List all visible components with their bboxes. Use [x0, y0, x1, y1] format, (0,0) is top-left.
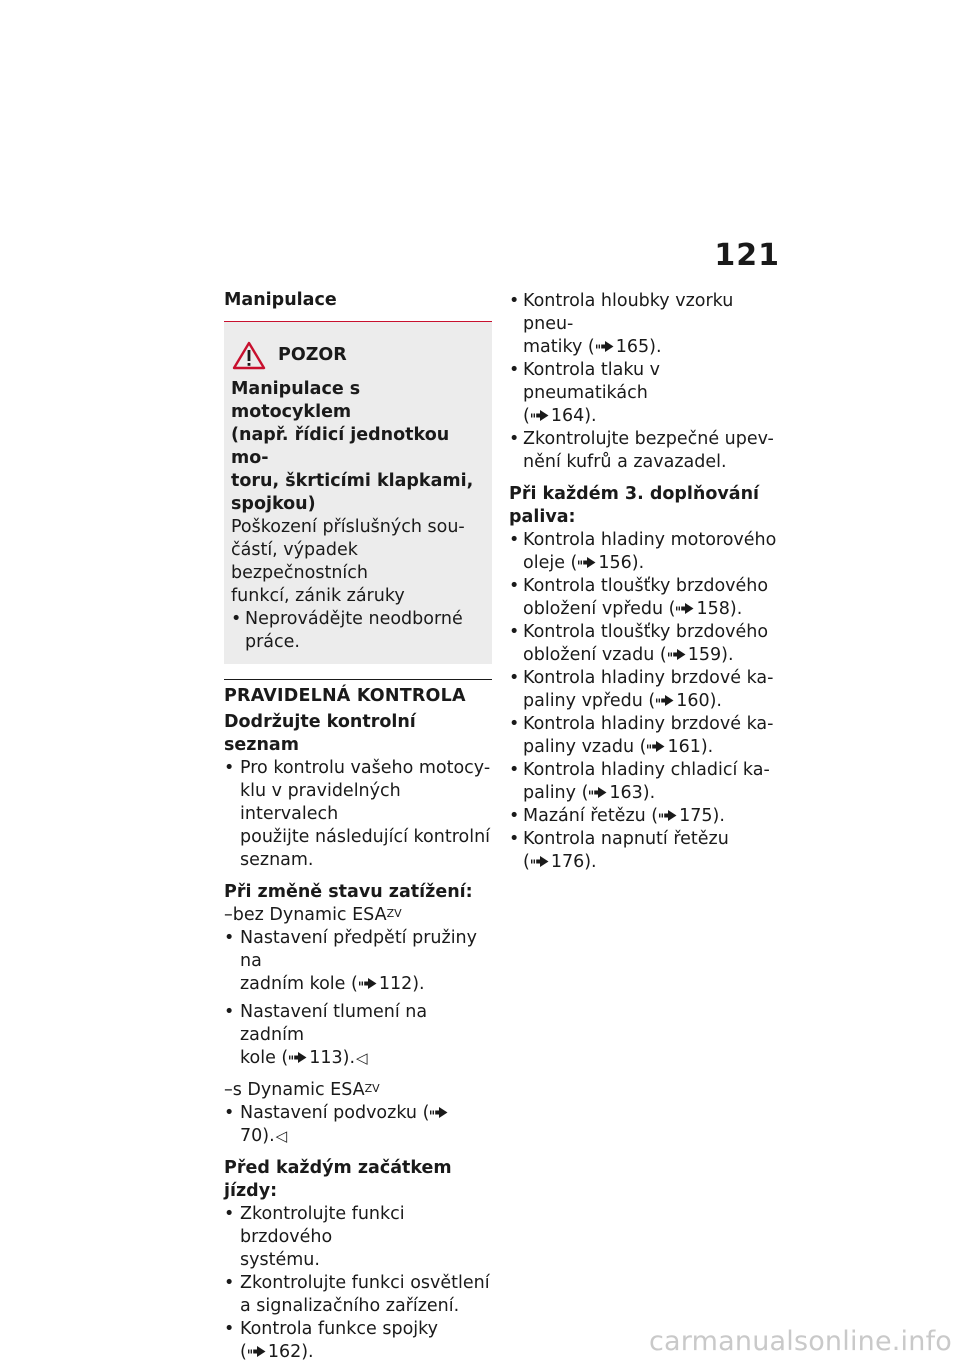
checklist-intro	[224, 757, 492, 872]
list-item-text: Mazání řetězu (	[523, 806, 659, 826]
with-esa-label	[224, 1079, 492, 1102]
list-item	[224, 1318, 492, 1364]
page-reference-arrow-icon[interactable]	[589, 787, 607, 798]
list-item-line	[523, 428, 779, 451]
list-item-text: Kontrola hladiny chladicí ka-	[523, 760, 770, 780]
list-item-line	[240, 1341, 492, 1364]
right-column	[509, 290, 779, 874]
list-item-line	[523, 805, 779, 828]
watermark: carmanualsonline.info	[649, 1326, 952, 1357]
list-item	[509, 575, 779, 621]
without-esa-text: –bez Dynamic ESA	[224, 905, 387, 925]
page-reference[interactable]: 113).	[309, 1048, 356, 1068]
page-reference[interactable]: 160).	[676, 691, 722, 711]
list-item-text: Kontrola hloubky vzorku pneu-	[523, 291, 734, 334]
list-item-line	[523, 552, 779, 575]
refuel-title-line: paliva:	[509, 507, 576, 527]
list-item-text: (	[523, 852, 530, 872]
list-item	[509, 667, 779, 713]
list-item-text: paliny vzadu (	[523, 737, 647, 757]
list-item-line	[523, 782, 779, 805]
list-item-line	[523, 713, 779, 736]
warning-actions	[231, 608, 485, 654]
list-item	[509, 759, 779, 805]
list-item-text: nění kufrů a zavazadel.	[523, 452, 727, 472]
list-item	[224, 1001, 492, 1070]
checklist-title: Dodržujte kontrolní seznam	[224, 712, 416, 755]
list-item-line	[240, 1102, 492, 1148]
list-item	[224, 757, 492, 872]
page-reference[interactable]: 176).	[550, 852, 597, 872]
list-item-text: kole (	[240, 1048, 289, 1068]
list-item-text: paliny (	[523, 783, 589, 803]
list-item-line	[523, 451, 779, 474]
warning-box	[224, 322, 492, 664]
warning-heading-line: spojkou)	[231, 494, 316, 514]
warning-consequence-line: částí, výpadek bezpečnostních	[231, 540, 369, 583]
list-item-text: (	[240, 1342, 247, 1362]
list-item-line: • Zkontrolujte funkci osvětlení	[240, 1273, 490, 1293]
list-item-text: Kontrola hladiny brzdové ka-	[523, 714, 774, 734]
list-item	[509, 713, 779, 759]
page-reference-arrow-icon[interactable]	[531, 410, 549, 421]
list-item-line	[523, 336, 779, 359]
list-item-line	[523, 690, 779, 713]
list-item	[509, 359, 779, 428]
page-reference[interactable]: 158).	[696, 599, 743, 619]
with-esa-sup: ZV	[364, 1082, 380, 1095]
page-reference-arrow-icon[interactable]	[359, 978, 377, 989]
list-item-line	[523, 359, 779, 405]
list-item	[224, 1272, 492, 1318]
list-item-line	[523, 828, 779, 851]
warning-label: POZOR	[278, 345, 347, 365]
without-esa-list	[224, 927, 492, 996]
warning-consequence-line: Poškození příslušných sou-	[231, 517, 465, 537]
page-reference[interactable]: 175).	[679, 806, 725, 826]
list-item-text: zadním kole (	[240, 974, 358, 994]
chapter-title: PRAVIDELNÁ KONTROLA	[224, 686, 466, 706]
list-item-line	[523, 405, 779, 428]
page-reference-arrow-icon[interactable]	[578, 557, 596, 568]
chapter-divider	[224, 679, 492, 706]
warning-header	[231, 340, 485, 370]
list-item-line	[523, 529, 779, 552]
list-item-text: Kontrola tloušťky brzdového	[523, 576, 769, 596]
page-reference[interactable]: 112).	[378, 974, 425, 994]
page-number: 121	[714, 238, 780, 273]
warning-heading-line: Manipulace s motocyklem	[231, 379, 361, 422]
refuel-title	[509, 483, 779, 529]
damping-list	[224, 1001, 492, 1070]
list-item-line: • Pro kontrolu vašeho motocy-	[240, 758, 491, 778]
list-item-line	[523, 759, 779, 782]
before-ride-list	[224, 1203, 492, 1364]
warning-consequence-line: funkcí, zánik záruky	[231, 586, 405, 606]
list-item-text: Kontrola tlaku v pneumatikách	[523, 360, 660, 403]
warning-consequence	[231, 516, 485, 608]
list-item	[509, 828, 779, 874]
list-item-line	[523, 598, 779, 621]
before-ride-title: Před každým začátkem jízdy:	[224, 1158, 452, 1201]
page-reference-arrow-icon[interactable]	[596, 341, 614, 352]
list-item-text: Kontrola hladiny brzdové ka-	[523, 668, 774, 688]
page-reference-arrow-icon[interactable]	[531, 856, 549, 867]
list-item-text: Zkontrolujte bezpečné upev-	[523, 429, 774, 449]
list-item-line	[523, 290, 779, 336]
list-item-line: a signalizačního zařízení.	[240, 1296, 460, 1316]
list-item-line	[523, 851, 779, 874]
end-of-section-icon: ◁	[275, 1127, 288, 1145]
list-item-line	[523, 644, 779, 667]
list-item-line: • Zkontrolujte funkci brzdového	[240, 1204, 405, 1247]
page-reference-arrow-icon[interactable]	[248, 1346, 266, 1357]
with-esa-text: –s Dynamic ESA	[224, 1080, 365, 1100]
refuel-title-line: Při každém 3. doplňování	[509, 484, 760, 504]
list-item	[224, 1102, 492, 1148]
list-item	[224, 1203, 492, 1272]
list-item-line: klu v pravidelných intervalech	[240, 781, 401, 824]
warning-action-item	[231, 608, 485, 654]
page-reference[interactable]: 165).	[615, 337, 662, 357]
list-item-text: matiky (	[523, 337, 595, 357]
warning-triangle-icon	[232, 340, 266, 370]
list-item	[509, 290, 779, 359]
list-item-line	[523, 621, 779, 644]
list-item-text: Nastavení podvozku (	[240, 1103, 430, 1123]
list-item	[509, 529, 779, 575]
warning-heading	[231, 378, 485, 516]
warning-heading-line: toru, škrticími klapkami,	[231, 471, 474, 491]
left-column	[224, 290, 492, 1364]
page-reference-arrow-icon[interactable]	[659, 810, 677, 821]
page-reference-arrow-icon[interactable]	[430, 1107, 448, 1118]
page-reference-arrow-icon[interactable]	[289, 1052, 307, 1063]
section-title: Manipulace	[224, 290, 337, 310]
page-reference[interactable]: 156).	[598, 553, 645, 573]
without-esa-label	[224, 904, 492, 927]
list-item-text: Kontrola tloušťky brzdového	[523, 622, 769, 642]
list-item-text: (	[523, 406, 530, 426]
page-reference[interactable]: 70).	[240, 1126, 275, 1146]
page-reference[interactable]: 164).	[550, 406, 597, 426]
list-item-line: • Nastavení tlumení na zadním	[240, 1002, 428, 1045]
page-reference[interactable]: 159).	[687, 645, 734, 665]
page-reference-arrow-icon[interactable]	[676, 603, 694, 614]
list-item	[509, 428, 779, 474]
list-item-text: obložení vzadu (	[523, 645, 667, 665]
with-esa-list	[224, 1102, 492, 1148]
list-item	[509, 621, 779, 667]
warning-action-line: práce.	[245, 632, 300, 652]
list-item-text: Kontrola napnutí řetězu	[523, 829, 729, 849]
page-reference[interactable]: 161).	[667, 737, 714, 757]
page-reference-arrow-icon[interactable]	[668, 649, 686, 660]
list-item-text: obložení vpředu (	[523, 599, 676, 619]
list-item	[224, 927, 492, 996]
page-reference-arrow-icon[interactable]	[647, 741, 665, 752]
refuel-list	[509, 529, 779, 874]
warning-action-line: • Neprovádějte neodborné	[245, 609, 463, 629]
warning-heading-line: (např. řídicí jednotkou mo-	[231, 425, 450, 468]
page-reference-arrow-icon[interactable]	[656, 695, 674, 706]
list-item-line	[523, 667, 779, 690]
list-item-line: použijte následující kontrolní	[240, 827, 491, 847]
load-change-title: Při změně stavu zatížení:	[224, 882, 473, 902]
list-item-line: seznam.	[240, 850, 314, 870]
list-item-line	[240, 1047, 492, 1070]
list-item-text: Kontrola hladiny motorového	[523, 530, 777, 550]
list-item-line: systému.	[240, 1250, 320, 1270]
right-top-list	[509, 290, 779, 474]
list-item-line: • Kontrola funkce spojky	[240, 1319, 439, 1339]
page-reference[interactable]: 163).	[609, 783, 656, 803]
list-item-text: oleje (	[523, 553, 578, 573]
list-item-text: paliny vpředu (	[523, 691, 656, 711]
list-item-line: • Nastavení předpětí pružiny na	[240, 928, 478, 971]
list-item-line	[523, 736, 779, 759]
without-esa-sup: ZV	[386, 907, 402, 920]
list-item-line	[240, 973, 492, 996]
list-item	[509, 805, 779, 828]
page-reference[interactable]: 162).	[267, 1342, 314, 1362]
end-of-section-icon: ◁	[356, 1049, 368, 1067]
list-item-line	[523, 575, 779, 598]
